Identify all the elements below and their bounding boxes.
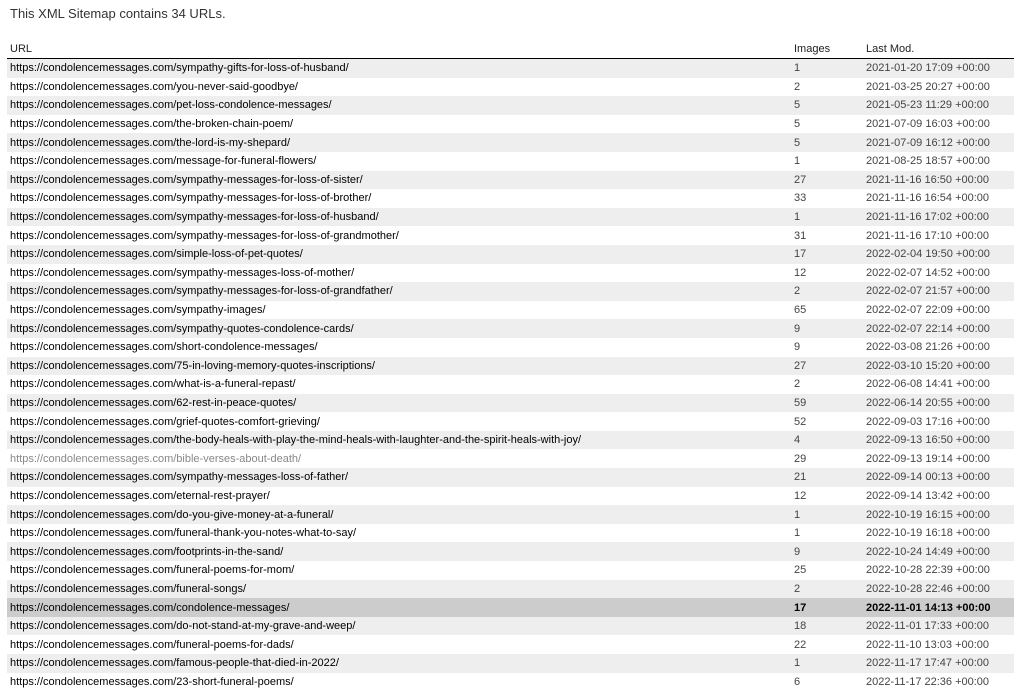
images-count-cell: 1	[791, 505, 863, 524]
images-count-cell: 6	[791, 673, 863, 692]
url-link[interactable]: https://condolencemessages.com/bible-verses-about-death/	[10, 452, 302, 465]
url-cell	[7, 542, 791, 561]
last-mod-cell: 2022-06-08 14:41 +00:00	[863, 375, 1014, 394]
table-row	[7, 412, 1014, 431]
table-row	[7, 78, 1014, 97]
table-row	[7, 152, 1014, 171]
images-count-cell: 21	[791, 468, 863, 487]
table-row	[7, 319, 1014, 338]
url-cell	[7, 226, 791, 245]
images-count-cell: 9	[791, 338, 863, 357]
table-row	[7, 115, 1014, 134]
last-mod-cell: 2022-09-13 19:14 +00:00	[863, 449, 1014, 468]
table-row	[7, 431, 1014, 450]
url-link[interactable]: https://condolencemessages.com/you-never-said-goodbye/	[10, 80, 298, 93]
images-count-cell: 33	[791, 189, 863, 208]
images-count-cell: 5	[791, 133, 863, 152]
url-link[interactable]: https://condolencemessages.com/pet-loss-condolence-messages/	[10, 99, 332, 112]
url-cell	[7, 524, 791, 543]
table-row	[7, 59, 1014, 78]
last-mod-cell: 2022-02-04 19:50 +00:00	[863, 245, 1014, 264]
url-cell	[7, 394, 791, 413]
images-count-cell: 31	[791, 226, 863, 245]
last-mod-cell: 2022-02-07 21:57 +00:00	[863, 282, 1014, 301]
url-link[interactable]: https://condolencemessages.com/eternal-rest-prayer/	[10, 489, 270, 502]
table-row	[7, 189, 1014, 208]
table-row	[7, 635, 1014, 654]
table-row	[7, 468, 1014, 487]
images-count-cell: 1	[791, 208, 863, 227]
url-cell	[7, 635, 791, 654]
table-row	[7, 226, 1014, 245]
last-mod-cell: 2022-09-13 16:50 +00:00	[863, 431, 1014, 450]
url-cell	[7, 245, 791, 264]
last-mod-cell: 2022-02-07 14:52 +00:00	[863, 264, 1014, 283]
images-count-cell: 1	[791, 524, 863, 543]
last-mod-cell: 2022-11-01 14:13 +00:00	[863, 598, 1014, 617]
table-row	[7, 171, 1014, 190]
last-mod-cell: 2022-11-17 17:47 +00:00	[863, 654, 1014, 673]
url-cell	[7, 580, 791, 599]
images-count-cell: 22	[791, 635, 863, 654]
url-link[interactable]: https://condolencemessages.com/sympathy-gifts-for-loss-of-husband/	[10, 62, 349, 75]
url-link[interactable]: https://condolencemessages.com/do-not-stand-at-my-grave-and-weep/	[10, 620, 356, 633]
last-mod-cell: 2021-11-16 16:54 +00:00	[863, 189, 1014, 208]
last-mod-cell: 2022-02-07 22:09 +00:00	[863, 301, 1014, 320]
images-count-cell: 25	[791, 561, 863, 580]
url-link[interactable]: https://condolencemessages.com/sympathy-messages-for-loss-of-grandmother/	[10, 229, 399, 242]
url-link[interactable]: https://condolencemessages.com/23-short-funeral-poems/	[10, 675, 294, 688]
images-count-cell: 2	[791, 580, 863, 599]
url-cell	[7, 673, 791, 692]
images-count-cell: 17	[791, 245, 863, 264]
url-link[interactable]: https://condolencemessages.com/famous-people-that-died-in-2022/	[10, 657, 339, 670]
url-column-header[interactable]: URL	[7, 40, 791, 59]
table-row	[7, 654, 1014, 673]
images-count-cell: 52	[791, 412, 863, 431]
url-cell	[7, 78, 791, 97]
sitemap-rows	[7, 59, 1014, 692]
table-row	[7, 673, 1014, 692]
last-mod-cell: 2021-03-25 20:27 +00:00	[863, 78, 1014, 97]
url-cell	[7, 171, 791, 190]
url-link[interactable]: https://condolencemessages.com/the-broken-chain-poem/	[10, 118, 294, 131]
last-mod-cell: 2022-10-19 16:18 +00:00	[863, 524, 1014, 543]
table-row	[7, 264, 1014, 283]
url-cell	[7, 301, 791, 320]
images-column-header[interactable]: Images	[791, 40, 863, 59]
images-count-cell: 1	[791, 59, 863, 78]
url-link[interactable]: https://condolencemessages.com/condolence-messages/	[10, 601, 290, 614]
last-mod-cell: 2022-10-28 22:39 +00:00	[863, 561, 1014, 580]
last-mod-cell: 2022-06-14 20:55 +00:00	[863, 394, 1014, 413]
url-cell	[7, 449, 791, 468]
url-link[interactable]: https://condolencemessages.com/62-rest-in-peace-quotes/	[10, 396, 297, 409]
url-cell	[7, 468, 791, 487]
last-mod-cell: 2022-11-10 13:03 +00:00	[863, 635, 1014, 654]
url-cell	[7, 115, 791, 134]
images-count-cell: 27	[791, 171, 863, 190]
images-count-cell: 29	[791, 449, 863, 468]
images-count-cell: 27	[791, 357, 863, 376]
table-row	[7, 449, 1014, 468]
url-link[interactable]: https://condolencemessages.com/sympathy-quotes-condolence-cards/	[10, 322, 354, 335]
url-link[interactable]: https://condolencemessages.com/funeral-poems-for-dads/	[10, 638, 294, 651]
url-link[interactable]: https://condolencemessages.com/sympathy-messages-for-loss-of-grandfather/	[10, 285, 393, 298]
url-cell	[7, 96, 791, 115]
images-count-cell: 12	[791, 264, 863, 283]
images-count-cell: 12	[791, 487, 863, 506]
images-count-cell: 17	[791, 598, 863, 617]
images-count-cell: 9	[791, 319, 863, 338]
last-mod-cell: 2021-11-16 17:10 +00:00	[863, 226, 1014, 245]
table-row	[7, 282, 1014, 301]
last-mod-cell: 2022-02-07 22:14 +00:00	[863, 319, 1014, 338]
images-count-cell: 5	[791, 115, 863, 134]
table-row	[7, 208, 1014, 227]
url-cell	[7, 617, 791, 636]
url-link[interactable]: https://condolencemessages.com/what-is-a-funeral-repast/	[10, 378, 296, 391]
url-cell	[7, 59, 791, 78]
last-mod-cell: 2021-08-25 18:57 +00:00	[863, 152, 1014, 171]
last-mod-cell: 2021-11-16 16:50 +00:00	[863, 171, 1014, 190]
last-mod-cell: 2021-07-09 16:12 +00:00	[863, 133, 1014, 152]
last-mod-cell: 2022-10-24 14:49 +00:00	[863, 542, 1014, 561]
url-link[interactable]: https://condolencemessages.com/sympathy-messages-for-loss-of-husband/	[10, 211, 379, 224]
last-mod-cell: 2022-03-10 15:20 +00:00	[863, 357, 1014, 376]
url-cell	[7, 208, 791, 227]
table-row	[7, 542, 1014, 561]
images-count-cell: 65	[791, 301, 863, 320]
images-count-cell: 2	[791, 78, 863, 97]
url-cell	[7, 189, 791, 208]
url-cell	[7, 598, 791, 617]
table-row	[7, 133, 1014, 152]
url-link[interactable]: https://condolencemessages.com/sympathy-images/	[10, 304, 266, 317]
url-link[interactable]: https://condolencemessages.com/the-body-heals-with-play-the-mind-heals-with-laughter-and-the-spirit-heals-with-joy/	[10, 434, 582, 447]
images-count-cell: 18	[791, 617, 863, 636]
images-count-cell: 2	[791, 282, 863, 301]
last-mod-cell: 2022-03-08 21:26 +00:00	[863, 338, 1014, 357]
images-count-cell: 59	[791, 394, 863, 413]
table-row	[7, 487, 1014, 506]
url-link[interactable]: https://condolencemessages.com/grief-quotes-comfort-grieving/	[10, 415, 320, 428]
url-link[interactable]: https://condolencemessages.com/sympathy-messages-for-loss-of-brother/	[10, 192, 372, 205]
url-cell	[7, 431, 791, 450]
url-link[interactable]: https://condolencemessages.com/sympathy-messages-for-loss-of-sister/	[10, 173, 363, 186]
table-row	[7, 524, 1014, 543]
last-mod-cell: 2021-07-09 16:03 +00:00	[863, 115, 1014, 134]
last-mod-cell: 2021-05-23 11:29 +00:00	[863, 96, 1014, 115]
url-link[interactable]: https://condolencemessages.com/simple-loss-of-pet-quotes/	[10, 248, 303, 261]
url-cell	[7, 338, 791, 357]
url-link[interactable]: https://condolencemessages.com/75-in-loving-memory-quotes-inscriptions/	[10, 359, 375, 372]
url-link[interactable]: https://condolencemessages.com/short-condolence-messages/	[10, 341, 318, 354]
last-mod-cell: 2022-10-19 16:15 +00:00	[863, 505, 1014, 524]
table-row	[7, 245, 1014, 264]
last-mod-cell: 2022-11-01 17:33 +00:00	[863, 617, 1014, 636]
url-cell	[7, 654, 791, 673]
url-link[interactable]: https://condolencemessages.com/footprints-in-the-sand/	[10, 545, 284, 558]
images-count-cell: 5	[791, 96, 863, 115]
last-mod-cell: 2021-11-16 17:02 +00:00	[863, 208, 1014, 227]
table-row	[7, 598, 1014, 617]
url-cell	[7, 264, 791, 283]
table-row	[7, 357, 1014, 376]
last-mod-cell: 2022-09-03 17:16 +00:00	[863, 412, 1014, 431]
last-mod-cell: 2022-09-14 00:13 +00:00	[863, 468, 1014, 487]
table-row	[7, 394, 1014, 413]
table-row	[7, 580, 1014, 599]
table-row	[7, 301, 1014, 320]
url-link[interactable]: https://condolencemessages.com/sympathy-messages-loss-of-mother/	[10, 266, 355, 279]
images-count-cell: 9	[791, 542, 863, 561]
url-link[interactable]: https://condolencemessages.com/the-lord-is-my-shepard/	[10, 136, 291, 149]
last-mod-cell: 2022-10-28 22:46 +00:00	[863, 580, 1014, 599]
images-count-cell: 4	[791, 431, 863, 450]
table-row	[7, 505, 1014, 524]
url-link[interactable]: https://condolencemessages.com/funeral-poems-for-mom/	[10, 564, 295, 577]
url-cell	[7, 505, 791, 524]
url-cell	[7, 357, 791, 376]
last-mod-column-header[interactable]: Last Mod.	[863, 40, 1014, 59]
url-cell	[7, 375, 791, 394]
url-cell	[7, 487, 791, 506]
images-count-cell: 1	[791, 152, 863, 171]
table-header-row	[7, 40, 1014, 59]
images-count-cell: 2	[791, 375, 863, 394]
url-link[interactable]: https://condolencemessages.com/message-for-funeral-flowers/	[10, 155, 317, 168]
table-row	[7, 375, 1014, 394]
last-mod-cell: 2022-11-17 22:36 +00:00	[863, 673, 1014, 692]
last-mod-cell: 2021-01-20 17:09 +00:00	[863, 59, 1014, 78]
sitemap-intro: This XML Sitemap contains 34 URLs.	[10, 6, 226, 21]
url-cell	[7, 412, 791, 431]
table-row	[7, 338, 1014, 357]
url-link[interactable]: https://condolencemessages.com/funeral-songs/	[10, 582, 247, 595]
url-cell	[7, 561, 791, 580]
last-mod-cell: 2022-09-14 13:42 +00:00	[863, 487, 1014, 506]
table-row	[7, 561, 1014, 580]
table-row	[7, 617, 1014, 636]
sitemap-table	[7, 40, 1014, 691]
url-cell	[7, 133, 791, 152]
url-cell	[7, 152, 791, 171]
url-link[interactable]: https://condolencemessages.com/do-you-give-money-at-a-funeral/	[10, 508, 334, 521]
url-cell	[7, 319, 791, 338]
url-link[interactable]: https://condolencemessages.com/sympathy-messages-loss-of-father/	[10, 471, 349, 484]
images-count-cell: 1	[791, 654, 863, 673]
table-row	[7, 96, 1014, 115]
url-link[interactable]: https://condolencemessages.com/funeral-thank-you-notes-what-to-say/	[10, 527, 357, 540]
url-cell	[7, 282, 791, 301]
